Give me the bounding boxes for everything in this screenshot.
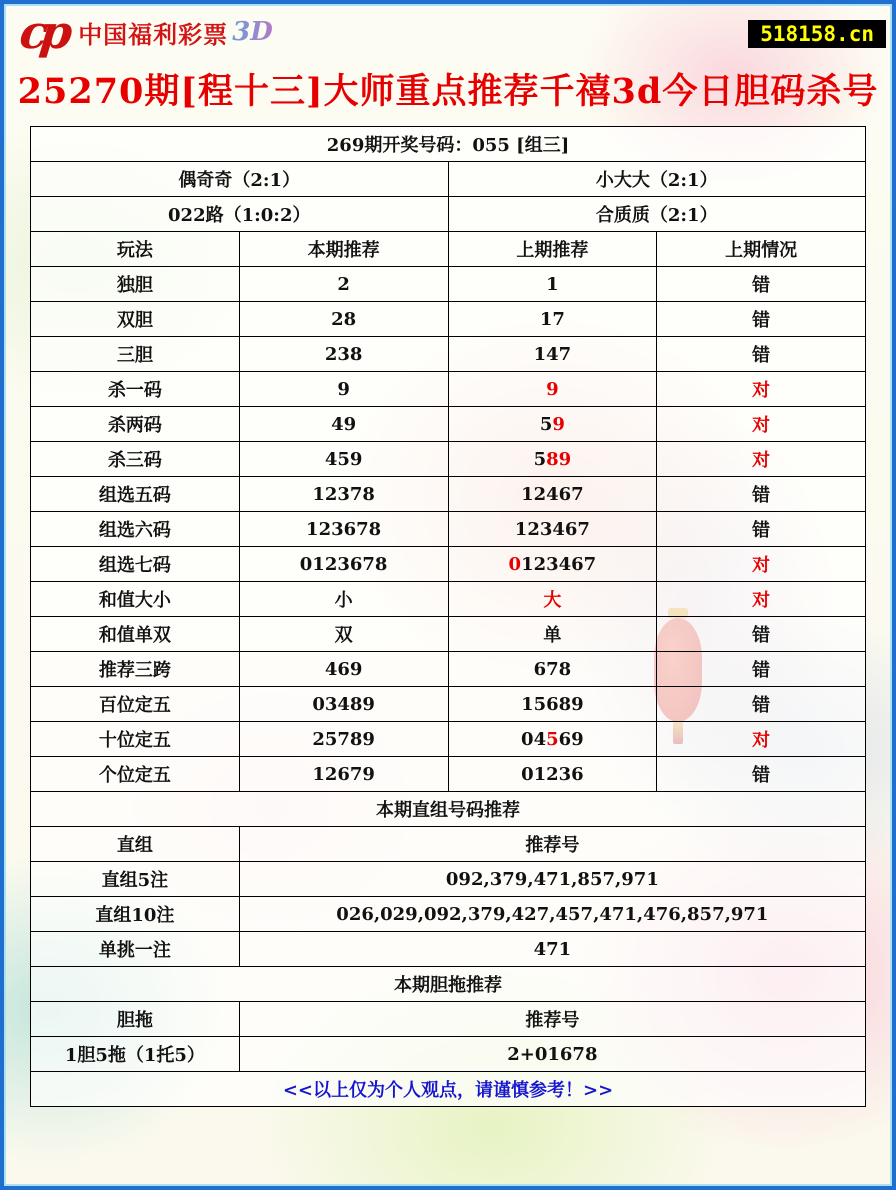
result-cell bbox=[657, 477, 866, 512]
draw-info-cell: 偶奇奇（2:1） bbox=[31, 162, 449, 197]
result-value: 对 bbox=[752, 730, 771, 751]
prev-cell bbox=[448, 442, 657, 477]
column-header-row bbox=[31, 232, 866, 267]
section-header-row bbox=[31, 1002, 866, 1037]
dantuo-col2-header: 推荐号 bbox=[239, 1002, 865, 1037]
prediction-table bbox=[30, 126, 866, 1107]
table-row bbox=[31, 337, 866, 372]
zhizu-label: 直组10注 bbox=[31, 897, 240, 932]
prev-black: 123467 bbox=[514, 518, 590, 540]
column-header: 玩法 bbox=[31, 232, 240, 267]
result-value: 对 bbox=[752, 590, 771, 611]
draw-info-row bbox=[31, 162, 866, 197]
current-cell: 469 bbox=[239, 652, 448, 687]
play-cell: 组选五码 bbox=[31, 477, 240, 512]
zhizu-col2-header: 推荐号 bbox=[239, 827, 865, 862]
current-cell: 0123678 bbox=[239, 547, 448, 582]
prev-black: 01236 bbox=[521, 763, 584, 785]
prev-cell bbox=[448, 617, 657, 652]
result-value: 对 bbox=[752, 380, 771, 401]
prev-red: 大 bbox=[543, 590, 562, 611]
current-cell: 双 bbox=[239, 617, 448, 652]
prev-black: 69 bbox=[558, 728, 584, 750]
dantuo-col1-header: 胆拖 bbox=[31, 1002, 240, 1037]
result-cell bbox=[657, 372, 866, 407]
result-cell bbox=[657, 512, 866, 547]
prev-cell bbox=[448, 757, 657, 792]
table-row bbox=[31, 1037, 866, 1072]
result-cell bbox=[657, 337, 866, 372]
zhizu-value: 026,029,092,379,427,457,471,476,857,971 bbox=[239, 897, 865, 932]
table-row bbox=[31, 407, 866, 442]
current-cell: 459 bbox=[239, 442, 448, 477]
zhizu-section-title: 本期直组号码推荐 bbox=[31, 792, 866, 827]
zhizu-label: 直组5注 bbox=[31, 862, 240, 897]
current-cell: 9 bbox=[239, 372, 448, 407]
result-value: 错 bbox=[752, 520, 771, 541]
prev-cell bbox=[448, 372, 657, 407]
result-cell bbox=[657, 302, 866, 337]
table-row bbox=[31, 652, 866, 687]
zhizu-value: 471 bbox=[239, 932, 865, 967]
logo-3d-label: 3D bbox=[232, 17, 273, 47]
table-row bbox=[31, 372, 866, 407]
table-row bbox=[31, 862, 866, 897]
result-cell bbox=[657, 582, 866, 617]
play-cell: 组选六码 bbox=[31, 512, 240, 547]
prev-cell bbox=[448, 512, 657, 547]
dantuo-value: 2+01678 bbox=[239, 1037, 865, 1072]
current-cell: 03489 bbox=[239, 687, 448, 722]
site-domain-badge: 518158.cn bbox=[748, 20, 886, 48]
section-title-row bbox=[31, 967, 866, 1002]
disclaimer-text: <<以上仅为个人观点，请谨慎参考！>> bbox=[31, 1072, 866, 1107]
draw-info-cell: 小大大（2:1） bbox=[448, 162, 866, 197]
page-title: 25270期[程十三]大师重点推荐千禧3d今日胆码杀号 bbox=[17, 71, 879, 112]
result-value: 错 bbox=[752, 660, 771, 681]
result-value: 错 bbox=[752, 695, 771, 716]
cfp-logo-icon: cp bbox=[17, 5, 68, 59]
prev-cell bbox=[448, 267, 657, 302]
result-cell bbox=[657, 652, 866, 687]
dantuo-section-title: 本期胆拖推荐 bbox=[31, 967, 866, 1002]
result-value: 错 bbox=[752, 765, 771, 786]
table-row bbox=[31, 547, 866, 582]
column-header: 本期推荐 bbox=[239, 232, 448, 267]
footer-row bbox=[31, 1072, 866, 1107]
prev-red: 9 bbox=[546, 378, 559, 400]
play-cell: 杀三码 bbox=[31, 442, 240, 477]
current-cell: 小 bbox=[239, 582, 448, 617]
prev-red: 9 bbox=[552, 413, 565, 435]
play-cell: 组选七码 bbox=[31, 547, 240, 582]
table-row bbox=[31, 897, 866, 932]
table-row bbox=[31, 442, 866, 477]
welfare-lottery-logo bbox=[17, 5, 273, 59]
prev-cell bbox=[448, 547, 657, 582]
result-value: 对 bbox=[752, 555, 771, 576]
current-cell: 123678 bbox=[239, 512, 448, 547]
result-cell bbox=[657, 722, 866, 757]
prev-black: 123467 bbox=[521, 553, 597, 575]
prev-cell bbox=[448, 337, 657, 372]
column-header: 上期推荐 bbox=[448, 232, 657, 267]
current-cell: 2 bbox=[239, 267, 448, 302]
prev-black: 1 bbox=[546, 273, 559, 295]
result-value: 错 bbox=[752, 345, 771, 366]
prev-black: 5 bbox=[539, 413, 553, 435]
result-value: 错 bbox=[752, 310, 771, 331]
dantuo-label: 1胆5拖（1托5） bbox=[31, 1037, 240, 1072]
result-cell bbox=[657, 267, 866, 302]
draw-info-row bbox=[31, 197, 866, 232]
prev-cell bbox=[448, 722, 657, 757]
play-cell: 三胆 bbox=[31, 337, 240, 372]
current-cell: 49 bbox=[239, 407, 448, 442]
result-value: 错 bbox=[752, 275, 771, 296]
prev-cell bbox=[448, 302, 657, 337]
prev-black: 678 bbox=[533, 658, 572, 680]
section-header-row bbox=[31, 827, 866, 862]
play-cell: 杀两码 bbox=[31, 407, 240, 442]
play-cell: 双胆 bbox=[31, 302, 240, 337]
table-row bbox=[31, 302, 866, 337]
prev-black: 单 bbox=[543, 625, 562, 646]
prev-black: 17 bbox=[539, 308, 565, 330]
current-cell: 238 bbox=[239, 337, 448, 372]
current-cell: 12679 bbox=[239, 757, 448, 792]
current-cell: 12378 bbox=[239, 477, 448, 512]
section-title-row bbox=[31, 792, 866, 827]
current-cell: 25789 bbox=[239, 722, 448, 757]
prev-red: 5 bbox=[546, 728, 559, 750]
table-row bbox=[31, 582, 866, 617]
result-value: 对 bbox=[752, 450, 771, 471]
play-cell: 十位定五 bbox=[31, 722, 240, 757]
play-cell: 和值单双 bbox=[31, 617, 240, 652]
prev-black: 147 bbox=[533, 343, 572, 365]
result-value: 错 bbox=[752, 485, 771, 506]
prev-cell bbox=[448, 582, 657, 617]
prev-cell bbox=[448, 652, 657, 687]
draw-info-cell: 合质质（2:1） bbox=[448, 197, 866, 232]
draw-info-cell: 022路（1:0:2） bbox=[31, 197, 449, 232]
table-row bbox=[31, 512, 866, 547]
play-cell: 杀一码 bbox=[31, 372, 240, 407]
prev-black: 12467 bbox=[521, 483, 584, 505]
play-cell: 和值大小 bbox=[31, 582, 240, 617]
draw-headline: 269期开奖号码：055 [组三] bbox=[31, 127, 866, 162]
table-row bbox=[31, 722, 866, 757]
draw-headline-row bbox=[31, 127, 866, 162]
result-cell bbox=[657, 617, 866, 652]
table-row bbox=[31, 932, 866, 967]
prev-black: 15689 bbox=[521, 693, 584, 715]
prev-cell bbox=[448, 477, 657, 512]
result-cell bbox=[657, 757, 866, 792]
play-cell: 个位定五 bbox=[31, 757, 240, 792]
result-cell bbox=[657, 687, 866, 722]
prev-red: 0 bbox=[508, 553, 522, 575]
column-header: 上期情况 bbox=[657, 232, 866, 267]
result-cell bbox=[657, 442, 866, 477]
zhizu-value: 092,379,471,857,971 bbox=[239, 862, 865, 897]
play-cell: 百位定五 bbox=[31, 687, 240, 722]
prev-black: 5 bbox=[533, 448, 547, 470]
result-value: 错 bbox=[752, 625, 771, 646]
current-cell: 28 bbox=[239, 302, 448, 337]
table-row bbox=[31, 757, 866, 792]
prev-cell bbox=[448, 407, 657, 442]
result-value: 对 bbox=[752, 415, 771, 436]
table-row bbox=[31, 477, 866, 512]
play-cell: 独胆 bbox=[31, 267, 240, 302]
table-row bbox=[31, 687, 866, 722]
result-cell bbox=[657, 407, 866, 442]
prev-red: 89 bbox=[546, 448, 572, 470]
table-row bbox=[31, 267, 866, 302]
result-cell bbox=[657, 547, 866, 582]
prev-cell bbox=[448, 687, 657, 722]
prev-black: 04 bbox=[521, 728, 547, 750]
table-row bbox=[31, 617, 866, 652]
site-header bbox=[4, 4, 892, 59]
play-cell: 推荐三跨 bbox=[31, 652, 240, 687]
zhizu-col1-header: 直组 bbox=[31, 827, 240, 862]
logo-name: 中国福利彩票 bbox=[78, 19, 229, 49]
zhizu-label: 单挑一注 bbox=[31, 932, 240, 967]
